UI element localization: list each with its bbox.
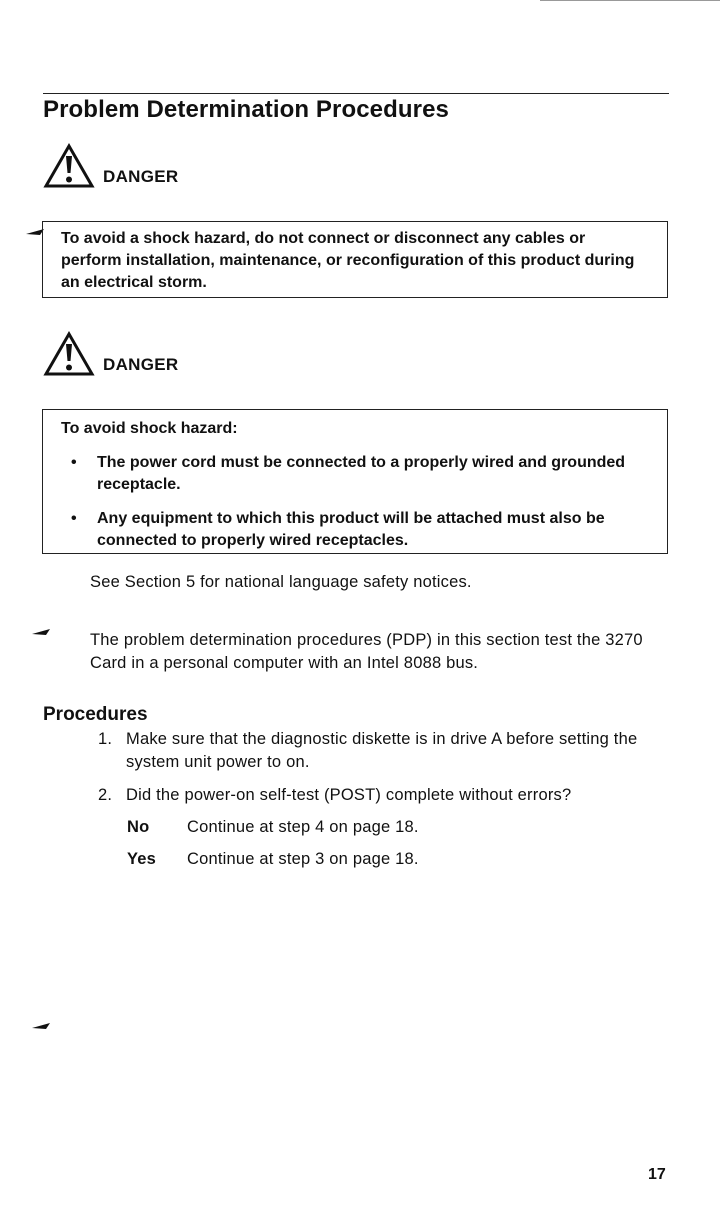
section-heading: Procedures bbox=[43, 704, 148, 725]
revision-mark-icon bbox=[31, 628, 51, 636]
step-text: Did the power-on self-test (POST) complete without errors? bbox=[126, 786, 572, 804]
header-rule bbox=[43, 93, 669, 94]
danger-notice-text: To avoid a shock hazard, do not connect or disconnect any cables or perform installation, maintenance, or reconfiguration of this product during an electrical storm. bbox=[61, 230, 635, 291]
list-item bbox=[71, 452, 649, 496]
body-paragraph: See Section 5 for national language safety notices. bbox=[90, 573, 472, 591]
step-number: 1. bbox=[98, 730, 113, 748]
answer-text: Continue at step 4 on page 18. bbox=[187, 818, 419, 836]
step-number: 2. bbox=[98, 786, 113, 804]
answer-key: No bbox=[127, 818, 150, 836]
answer-key: Yes bbox=[127, 850, 157, 868]
procedure-step bbox=[98, 728, 668, 774]
bullet-text: The power cord must be connected to a properly wired and grounded receptacle. bbox=[97, 454, 626, 493]
scan-edge-rule bbox=[540, 0, 720, 1]
warning-triangle-icon bbox=[43, 331, 95, 377]
page-number: 17 bbox=[648, 1166, 666, 1183]
revision-mark-icon bbox=[31, 1022, 51, 1030]
danger-heading-1 bbox=[43, 143, 178, 189]
danger-notice-box-1 bbox=[42, 221, 668, 298]
procedure-step bbox=[98, 784, 668, 807]
list-item bbox=[71, 508, 649, 552]
danger-heading-2 bbox=[43, 331, 178, 377]
danger-label: DANGER bbox=[103, 167, 179, 186]
danger-notice-intro: To avoid shock hazard: bbox=[61, 420, 238, 437]
page-title: Problem Determination Procedures bbox=[43, 96, 449, 123]
bullet-icon: • bbox=[71, 510, 77, 527]
body-paragraph: The problem determination procedures (PDP) in this section test the 3270 Card in a personal computer with an Intel 8088 bus. bbox=[90, 631, 643, 672]
step-text: Make sure that the diagnostic diskette is in drive A before setting the system unit power to on. bbox=[126, 730, 638, 771]
answer-row-yes bbox=[127, 850, 419, 869]
warning-triangle-icon bbox=[43, 143, 95, 189]
answer-text: Continue at step 3 on page 18. bbox=[187, 850, 419, 868]
bullet-icon: • bbox=[71, 454, 77, 471]
danger-label: DANGER bbox=[103, 355, 179, 374]
bullet-text: Any equipment to which this product will be attached must also be connected to properly wired receptacles. bbox=[97, 510, 605, 549]
answer-row-no bbox=[127, 818, 419, 837]
danger-notice-box-2 bbox=[42, 409, 668, 554]
